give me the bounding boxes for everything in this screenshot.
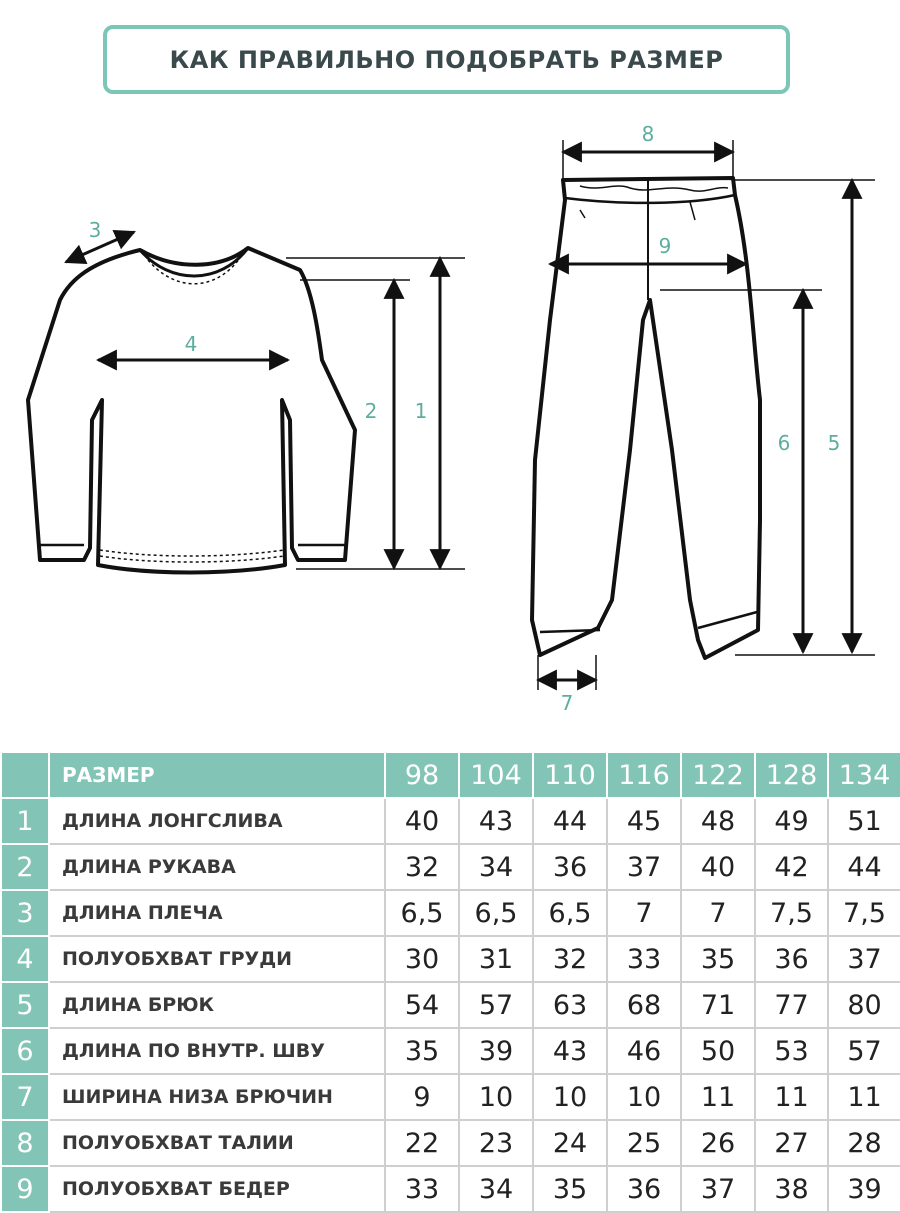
row-label: ПОЛУОБХВАТ ТАЛИИ [49, 1120, 385, 1166]
table-cell: 39 [828, 1166, 900, 1212]
table-cell: 32 [533, 936, 607, 982]
row-index: 4 [1, 936, 49, 982]
table-cell: 35 [681, 936, 755, 982]
table-cell: 23 [459, 1120, 533, 1166]
row-index: 6 [1, 1028, 49, 1074]
table-row [1, 798, 900, 844]
table-cell: 9 [385, 1074, 459, 1120]
table-cell: 39 [459, 1028, 533, 1074]
table-cell: 77 [755, 982, 828, 1028]
row-index: 5 [1, 982, 49, 1028]
table-cell: 35 [385, 1028, 459, 1074]
table-cell: 37 [681, 1166, 755, 1212]
size-header: 116 [607, 752, 681, 798]
measure-label-8: 8 [641, 122, 655, 146]
table-cell: 57 [828, 1028, 900, 1074]
table-cell: 50 [681, 1028, 755, 1074]
measure-label-5: 5 [827, 431, 841, 455]
table-cell: 37 [828, 936, 900, 982]
size-header: 134 [828, 752, 900, 798]
size-header: 110 [533, 752, 607, 798]
size-table [0, 751, 900, 1213]
table-cell: 36 [755, 936, 828, 982]
size-header: 128 [755, 752, 828, 798]
table-row [1, 1120, 900, 1166]
row-label: ДЛИНА РУКАВА [49, 844, 385, 890]
measure-label-2: 2 [364, 399, 378, 423]
table-row [1, 1028, 900, 1074]
table-row [1, 1166, 900, 1212]
row-index: 3 [1, 890, 49, 936]
row-label: ПОЛУОБХВАТ БЕДЕР [49, 1166, 385, 1212]
row-label: ДЛИНА ЛОНГСЛИВА [49, 798, 385, 844]
table-header-row [1, 752, 900, 798]
measure-label-7: 7 [560, 691, 574, 715]
table-cell: 11 [681, 1074, 755, 1120]
table-cell: 40 [681, 844, 755, 890]
table-cell: 46 [607, 1028, 681, 1074]
size-header: 122 [681, 752, 755, 798]
table-cell: 30 [385, 936, 459, 982]
table-row [1, 890, 900, 936]
row-label: ДЛИНА ПО ВНУТР. ШВУ [49, 1028, 385, 1074]
table-cell: 33 [385, 1166, 459, 1212]
table-cell: 36 [607, 1166, 681, 1212]
measure-label-9: 9 [658, 234, 672, 258]
measure-label-1: 1 [414, 399, 428, 423]
table-cell: 11 [755, 1074, 828, 1120]
table-cell: 45 [607, 798, 681, 844]
table-cell: 31 [459, 936, 533, 982]
table-cell: 48 [681, 798, 755, 844]
table-cell: 42 [755, 844, 828, 890]
table-cell: 51 [828, 798, 900, 844]
row-index: 7 [1, 1074, 49, 1120]
longsleeve-drawing [28, 248, 355, 573]
table-cell: 28 [828, 1120, 900, 1166]
table-cell: 36 [533, 844, 607, 890]
table-cell: 49 [755, 798, 828, 844]
row-index: 1 [1, 798, 49, 844]
header-label: РАЗМЕР [49, 752, 385, 798]
row-label: ПОЛУОБХВАТ ГРУДИ [49, 936, 385, 982]
table-cell: 38 [755, 1166, 828, 1212]
table-cell: 37 [607, 844, 681, 890]
table-cell: 7 [607, 890, 681, 936]
table-row [1, 844, 900, 890]
table-cell: 63 [533, 982, 607, 1028]
table-cell: 71 [681, 982, 755, 1028]
table-row [1, 1074, 900, 1120]
table-cell: 7,5 [755, 890, 828, 936]
table-cell: 6,5 [385, 890, 459, 936]
table-cell: 57 [459, 982, 533, 1028]
table-cell: 6,5 [459, 890, 533, 936]
table-cell: 24 [533, 1120, 607, 1166]
table-cell: 22 [385, 1120, 459, 1166]
pants-drawing [532, 178, 760, 658]
table-row [1, 936, 900, 982]
table-cell: 54 [385, 982, 459, 1028]
measurement-lines [66, 152, 852, 680]
row-label: ДЛИНА БРЮК [49, 982, 385, 1028]
measure-label-6: 6 [777, 431, 791, 455]
table-cell: 80 [828, 982, 900, 1028]
table-cell: 32 [385, 844, 459, 890]
table-cell: 43 [459, 798, 533, 844]
page-title: КАК ПРАВИЛЬНО ПОДОБРАТЬ РАЗМЕР [169, 45, 724, 74]
table-row [1, 982, 900, 1028]
table-cell: 34 [459, 844, 533, 890]
table-cell: 68 [607, 982, 681, 1028]
table-cell: 43 [533, 1028, 607, 1074]
row-index: 9 [1, 1166, 49, 1212]
table-cell: 11 [828, 1074, 900, 1120]
table-cell: 27 [755, 1120, 828, 1166]
table-cell: 44 [533, 798, 607, 844]
table-cell: 10 [607, 1074, 681, 1120]
size-header: 104 [459, 752, 533, 798]
table-cell: 26 [681, 1120, 755, 1166]
header-index-cell [1, 752, 49, 798]
table-cell: 34 [459, 1166, 533, 1212]
table-cell: 25 [607, 1120, 681, 1166]
table-cell: 44 [828, 844, 900, 890]
table-cell: 7,5 [828, 890, 900, 936]
table-cell: 10 [533, 1074, 607, 1120]
table-cell: 6,5 [533, 890, 607, 936]
row-label: ШИРИНА НИЗА БРЮЧИН [49, 1074, 385, 1120]
size-header: 98 [385, 752, 459, 798]
table-cell: 7 [681, 890, 755, 936]
row-index: 2 [1, 844, 49, 890]
table-cell: 40 [385, 798, 459, 844]
measure-label-4: 4 [184, 332, 198, 356]
table-cell: 35 [533, 1166, 607, 1212]
table-cell: 10 [459, 1074, 533, 1120]
table-cell: 33 [607, 936, 681, 982]
measure-label-3: 3 [88, 218, 102, 242]
row-label: ДЛИНА ПЛЕЧА [49, 890, 385, 936]
row-index: 8 [1, 1120, 49, 1166]
table-cell: 53 [755, 1028, 828, 1074]
